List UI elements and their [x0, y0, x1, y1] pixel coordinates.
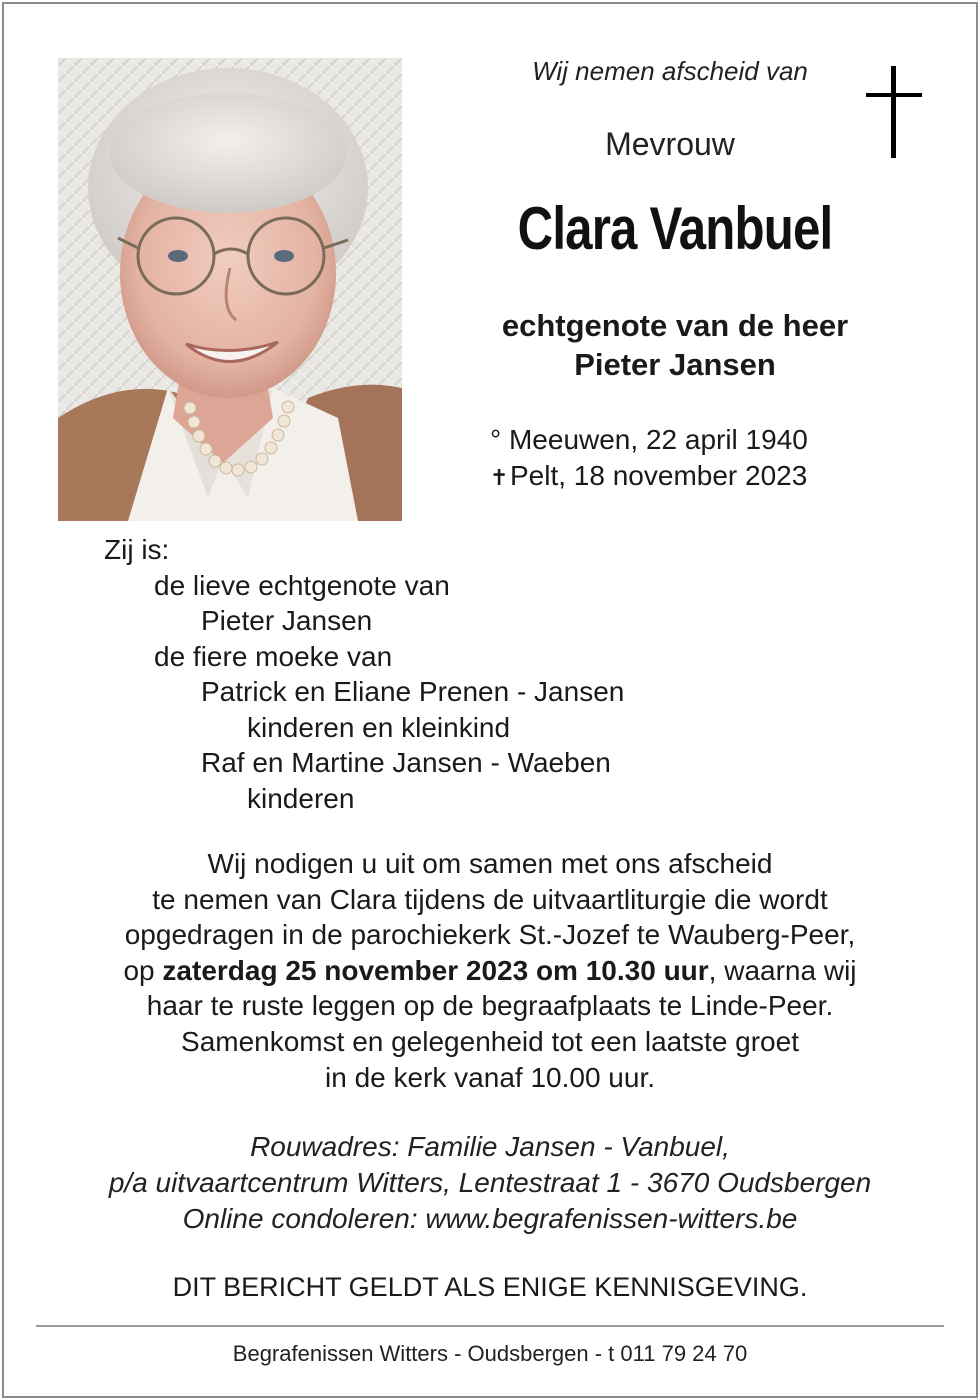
list-item: de lieve echtgenote van	[154, 569, 450, 601]
sole-notice-statement: DIT BERICHT GELDT ALS ENIGE KENNISGEVING.	[172, 1272, 808, 1302]
invitation-line-date	[40, 953, 940, 989]
salutation: Mevrouw	[605, 126, 735, 162]
footer-funeral-home: Begrafenissen Witters - Oudsbergen - t 011 79 24 70	[232, 1341, 748, 1366]
invitation-line: in de kerk vanaf 10.00 uur.	[325, 1061, 655, 1093]
funeral-datetime: zaterdag 25 november 2023 om 10.30 uur	[162, 954, 709, 986]
list-item: Patrick en Eliane Prenen - Jansen	[201, 676, 625, 707]
list-item: Pieter Jansen	[201, 605, 373, 636]
mourning-address: Rouwadres: Familie Jansen - Vanbuel,	[250, 1131, 730, 1162]
invitation-line: Samenkomst en gelegenheid tot een laatste groet	[181, 1025, 799, 1057]
family-heading: Zij is:	[104, 534, 170, 565]
dagger-icon: ✝	[490, 465, 509, 490]
spouse-line-2: Pieter Jansen	[574, 347, 776, 382]
cross-icon	[866, 66, 922, 158]
invitation-date-suffix: , waarna wij	[708, 954, 857, 986]
contact-block	[30, 1129, 950, 1237]
birth-date: ° Meeuwen, 22 april 1940	[490, 424, 808, 455]
invitation-line: Wij nodigen u uit om samen met ons afscheid	[207, 848, 773, 879]
list-item: de fiere moeke van	[154, 640, 393, 672]
invitation-line: opgedragen in de parochiekerk St.-Jozef te Wauberg-Peer,	[124, 919, 856, 951]
online-condolence-link[interactable]: Online condoleren: www.begrafenissen-witters.be	[182, 1203, 798, 1234]
death-date-row	[490, 458, 910, 496]
list-item: Raf en Martine Jansen - Waeben	[201, 747, 611, 778]
life-dates	[490, 422, 910, 496]
death-date: Pelt, 18 november 2023	[510, 460, 808, 491]
footer-divider	[36, 1325, 944, 1327]
deceased-name: Clara Vanbuel	[517, 195, 833, 262]
portrait-photo	[58, 58, 402, 521]
list-item: kinderen	[247, 782, 355, 814]
spouse-line-1: echtgenote van de heer	[501, 308, 849, 343]
funeral-home-address: p/a uitvaartcentrum Witters, Lentestraat 1 - 3670 Oudsbergen	[108, 1167, 872, 1198]
list-item: kinderen en kleinkind	[247, 711, 511, 743]
invitation-line: haar te ruste leggen op de begraafplaats te Linde-Peer.	[146, 990, 834, 1022]
invitation-date-prefix: op	[123, 954, 163, 986]
invitation-line: te nemen van Clara tijdens de uitvaartliturgie die wordt	[152, 883, 828, 915]
spouse-block	[440, 306, 910, 384]
invitation-paragraph	[40, 846, 940, 1095]
intro-text: Wij nemen afscheid van	[532, 56, 808, 86]
